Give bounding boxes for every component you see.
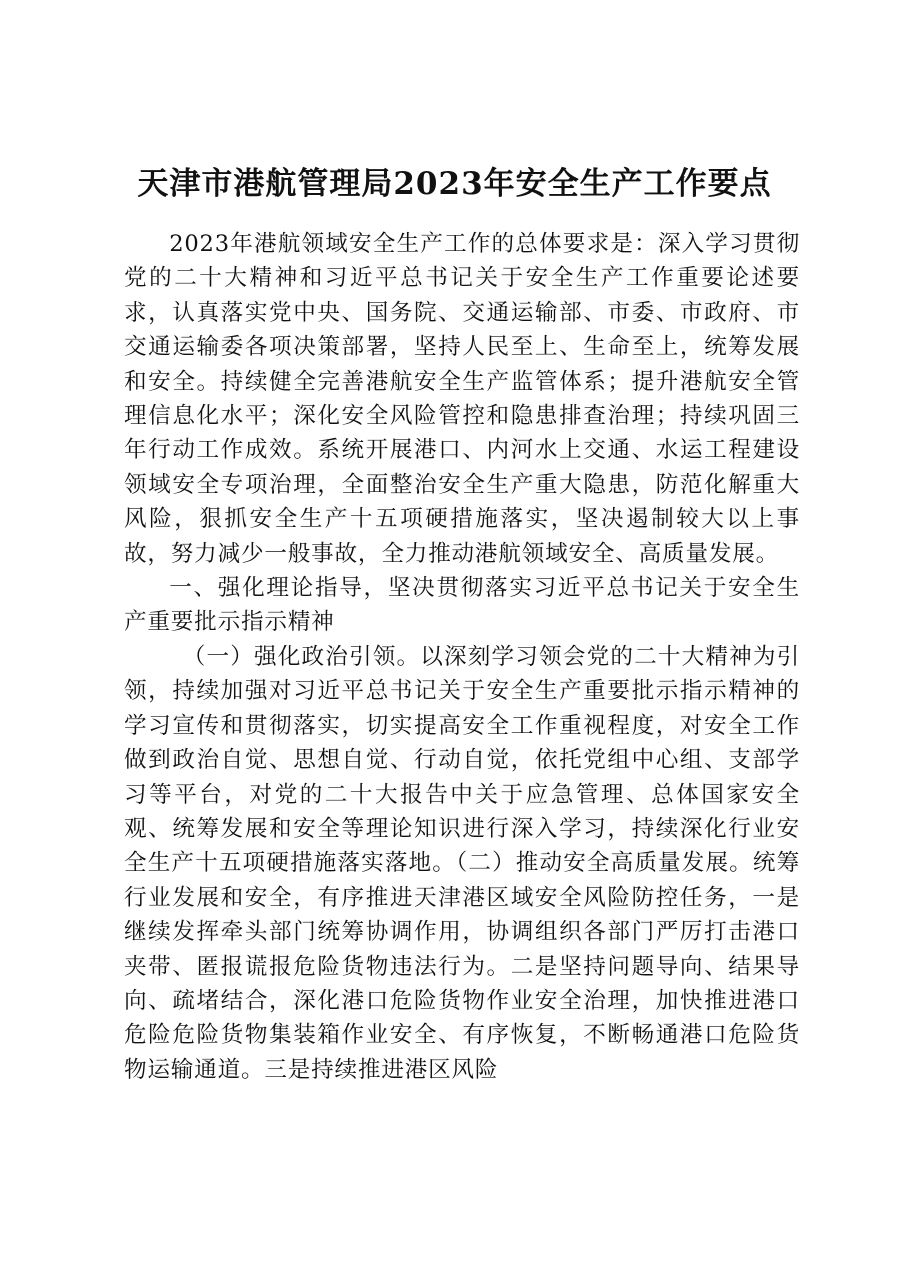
- section-heading-1: 一、强化理论指导，坚决贯彻落实习近平总书记关于安全生产重要批示指示精神: [124, 575, 800, 636]
- document-body: [124, 227, 800, 1087]
- document-title: 天津市港航管理局2023年安全生产工作要点: [137, 166, 772, 202]
- subsection-paragraph: （一）强化政治引领。以深刻学习领会党的二十大精神为引领，持续加强对习近平总书记关于安全生产重要批示指示精神的学习宣传和贯彻落实，切实提高安全工作重视程度，对安全工作做到政治自觉、思想自觉、行动自觉，依托党组中心组、支部学习等平台，对党的二十大报告中关于应急管理、总体国家安全观、统筹发展和安全等理论知识进行深入学习，持续深化行业安全生产十五项硬措施落实落地。（二）推动安全高质量发展。统筹行业发展和安全，有序推进天津港区域安全风险防控任务，一是继续发挥牵头部门统筹协调作用，协调组织各部门严厉打击港口夹带、匿报谎报危险货物违法行为。二是坚持问题导向、结果导向、疏堵结合，深化港口危险货物作业安全治理，加快推进港口危险危险货物集装箱作业安全、有序恢复，不断畅通港口危险货物运输通道。三是持续推进港区风险: [124, 643, 800, 1083]
- intro-paragraph: 2023年港航领域安全生产工作的总体要求是：深入学习贯彻党的二十大精神和习近平总书记关于安全生产工作重要论述要求，认真落实党中央、国务院、交通运输部、市委、市政府、市交通运输委各项决策部署，坚持人民至上、生命至上，统筹发展和安全。持续健全完善港航安全生产监管体系；提升港航安全管理信息化水平；深化安全风险管控和隐患排查治理；持续巩固三年行动工作成效。系统开展港口、内河水上交通、水运工程建设领域安全专项治理，全面整治安全生产重大隐患，防范化解重大风险，狠抓安全生产十五项硬措施落实，坚决遏制较大以上事故，努力减少一般事故，全力推动港航领域安全、高质量发展。: [124, 231, 800, 567]
